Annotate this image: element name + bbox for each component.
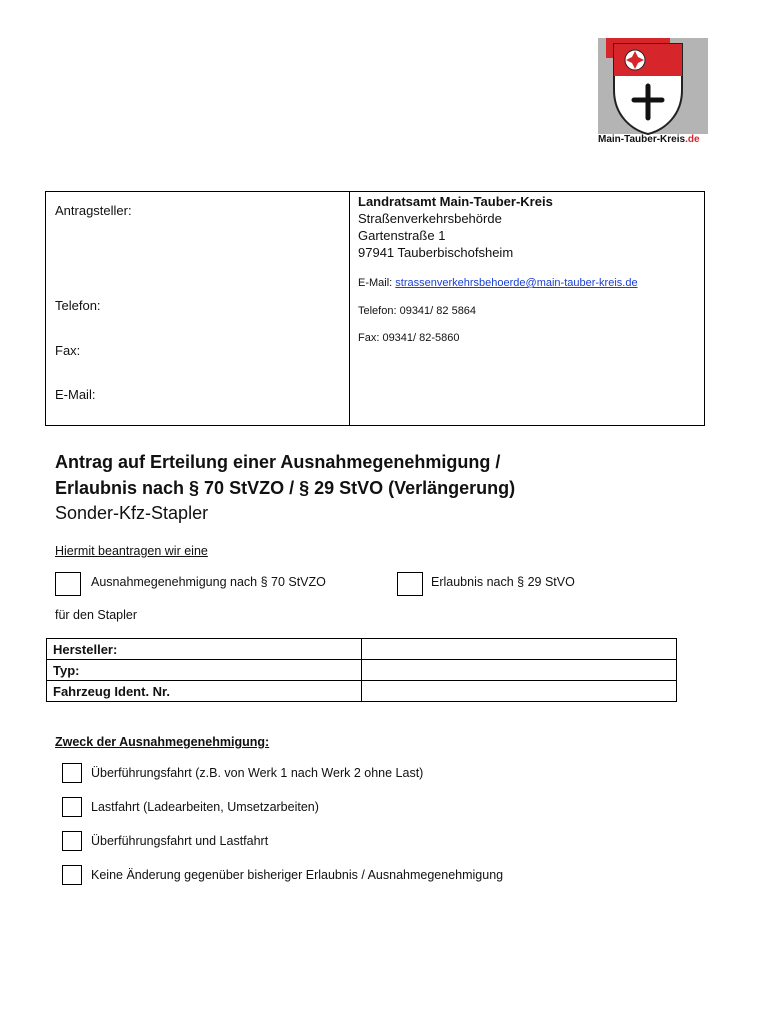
phone-label: Telefon: (55, 298, 101, 313)
vehicle-table (46, 638, 677, 702)
authority-email-line (358, 277, 638, 289)
fax-label: Fax: (55, 343, 81, 358)
table-row (47, 681, 677, 702)
logo-text (598, 134, 700, 145)
title-line-1: Antrag auf Erteilung einer Ausnahmegenehmigung / (55, 452, 501, 472)
purpose-no-change-label: Keine Änderung gegenüber bisheriger Erlaubnis / Ausnahmegenehmigung (91, 868, 504, 882)
purpose-heading: Zweck der Ausnahmegenehmigung: (55, 735, 270, 749)
authority-name: Landratsamt Main-Tauber-Kreis (358, 194, 553, 209)
logo-text-main: Main-Tauber-Kreis (598, 134, 686, 145)
authority-phone: Telefon: 09341/ 82 5864 (358, 305, 477, 317)
vehicle-id-field[interactable] (362, 681, 677, 702)
purpose-load-checkbox[interactable] (62, 797, 82, 817)
title-line-2: Erlaubnis nach § 70 StVZO / § 29 StVO (Verlängerung) (55, 478, 516, 498)
purpose-transfer-checkbox[interactable] (62, 763, 82, 783)
table-row (47, 660, 677, 681)
request-intro: Hiermit beantragen wir eine (55, 544, 208, 558)
purpose-both-label: Überführungsfahrt und Lastfahrt (91, 834, 269, 848)
manufacturer-label: Hersteller: (47, 639, 362, 660)
option-permit-checkbox[interactable] (397, 572, 423, 596)
authority-street: Gartenstraße 1 (358, 228, 446, 243)
authority-email-label: E-Mail: (358, 277, 393, 289)
applicant-label: Antragsteller: (55, 203, 132, 218)
logo-text-tld: .de (685, 134, 700, 145)
for-stacker-text: für den Stapler (55, 608, 137, 622)
type-field[interactable] (362, 660, 677, 681)
option-exception-checkbox[interactable] (55, 572, 81, 596)
authority-fax: Fax: 09341/ 82-5860 (358, 332, 460, 344)
type-label: Typ: (47, 660, 362, 681)
manufacturer-field[interactable] (362, 639, 677, 660)
option-exception-label: Ausnahmegenehmigung nach § 70 StVZO (91, 575, 326, 589)
email-label: E-Mail: (55, 387, 96, 402)
vehicle-id-label: Fahrzeug Ident. Nr. (47, 681, 362, 702)
purpose-load-label: Lastfahrt (Ladearbeiten, Umsetzarbeiten) (91, 800, 319, 814)
subtitle: Sonder-Kfz-Stapler (55, 503, 209, 523)
table-row (47, 639, 677, 660)
header-divider (349, 191, 350, 426)
purpose-no-change-checkbox[interactable] (62, 865, 82, 885)
purpose-transfer-label: Überführungsfahrt (z.B. von Werk 1 nach Werk 2 ohne Last) (91, 766, 424, 780)
authority-email-link[interactable]: strassenverkehrsbehoerde@main-tauber-kreis.de (395, 277, 638, 289)
authority-department: Straßenverkehrsbehörde (358, 211, 502, 226)
option-permit-label: Erlaubnis nach § 29 StVO (431, 575, 575, 589)
purpose-both-checkbox[interactable] (62, 831, 82, 851)
authority-city: 97941 Tauberbischofsheim (358, 245, 514, 260)
